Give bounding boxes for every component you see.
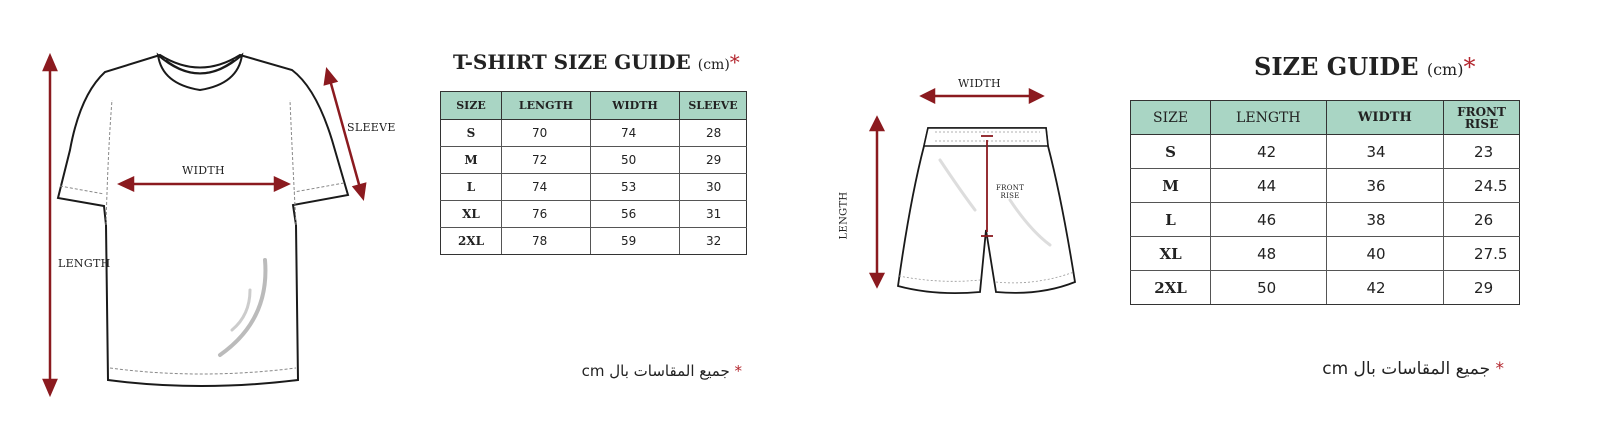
width-cell: 36 xyxy=(1326,169,1444,203)
tshirt-title-text: T-SHIRT SIZE GUIDE xyxy=(453,50,691,74)
width-cell: 38 xyxy=(1326,203,1444,237)
front-rise-cell: 23 xyxy=(1444,135,1520,169)
sleeve-cell: 32 xyxy=(680,228,747,255)
table-row xyxy=(1131,237,1520,271)
width-cell: 42 xyxy=(1326,271,1444,305)
table-row xyxy=(1131,169,1520,203)
front-rise-cell: 27.5 xyxy=(1444,237,1520,271)
width-cell: 40 xyxy=(1326,237,1444,271)
length-cell: 50 xyxy=(1211,271,1326,305)
shorts-length-arrow xyxy=(871,118,883,286)
front-rise-cell: 26 xyxy=(1444,203,1520,237)
width-cell: 53 xyxy=(591,174,680,201)
tshirt-title-star: * xyxy=(729,50,740,74)
tshirt-title-unit: (cm) xyxy=(697,57,730,73)
length-cell: 46 xyxy=(1211,203,1326,237)
shorts-width-label: WIDTH xyxy=(958,77,1001,90)
length-cell: 70 xyxy=(502,120,591,147)
column-header: WIDTH xyxy=(591,92,680,120)
width-cell: 34 xyxy=(1326,135,1444,169)
note-star: * xyxy=(1495,359,1504,379)
front-rise-cell: 24.5 xyxy=(1444,169,1520,203)
length-cell: 44 xyxy=(1211,169,1326,203)
size-cell: M xyxy=(1131,169,1211,203)
width-cell: 56 xyxy=(591,201,680,228)
length-cell: 72 xyxy=(502,147,591,174)
table-row xyxy=(1131,135,1520,169)
size-cell: M xyxy=(441,147,502,174)
note-text: جميع المقاسات بال cm xyxy=(1322,359,1491,379)
length-cell: 74 xyxy=(502,174,591,201)
column-header: LENGTH xyxy=(1211,101,1326,135)
note-star: * xyxy=(734,362,742,380)
column-header: SIZE xyxy=(441,92,502,120)
sleeve-cell: 30 xyxy=(680,174,747,201)
sleeve-cell: 31 xyxy=(680,201,747,228)
size-cell: 2XL xyxy=(1131,271,1211,305)
shorts-size-table xyxy=(1130,100,1520,305)
size-cell: XL xyxy=(441,201,502,228)
column-header: FRONT RISE xyxy=(1444,101,1520,135)
column-header: SIZE xyxy=(1131,101,1211,135)
size-cell: S xyxy=(441,120,502,147)
sleeve-cell: 29 xyxy=(680,147,747,174)
note-text: جميع المقاسات بال cm xyxy=(581,362,730,380)
shorts-title-unit: (cm) xyxy=(1426,60,1464,79)
size-cell: XL xyxy=(1131,237,1211,271)
shorts-length-label: LENGTH xyxy=(838,191,850,240)
shorts-front-rise-label xyxy=(996,184,1024,200)
column-header: LENGTH xyxy=(502,92,591,120)
shorts-measurement-note xyxy=(1322,359,1504,379)
sleeve-cell: 28 xyxy=(680,120,747,147)
length-cell: 76 xyxy=(502,201,591,228)
size-cell: S xyxy=(1131,135,1211,169)
tshirt-sleeve-label: SLEEVE xyxy=(347,121,396,134)
width-cell: 74 xyxy=(591,120,680,147)
front-rise-cell: 29 xyxy=(1444,271,1520,305)
length-cell: 78 xyxy=(502,228,591,255)
shorts-title-text: SIZE GUIDE xyxy=(1254,52,1419,81)
tshirt-length-label: LENGTH xyxy=(58,257,111,270)
size-cell: L xyxy=(1131,203,1211,237)
table-row xyxy=(1131,271,1520,305)
tshirt-width-label: WIDTH xyxy=(182,164,225,177)
width-cell: 50 xyxy=(591,147,680,174)
length-cell: 48 xyxy=(1211,237,1326,271)
length-cell: 42 xyxy=(1211,135,1326,169)
table-row xyxy=(1131,203,1520,237)
column-header: WIDTH xyxy=(1326,101,1444,135)
column-header: SLEEVE xyxy=(680,92,747,120)
size-cell: 2XL xyxy=(441,228,502,255)
shorts-guide-title xyxy=(1254,52,1475,81)
width-cell: 59 xyxy=(591,228,680,255)
front-rise-line-2: RISE xyxy=(1000,192,1020,200)
shorts-width-arrow xyxy=(922,90,1042,102)
size-cell: L xyxy=(441,174,502,201)
shorts-title-star: * xyxy=(1463,53,1476,81)
front-rise-line-1: FRONT xyxy=(996,184,1025,192)
